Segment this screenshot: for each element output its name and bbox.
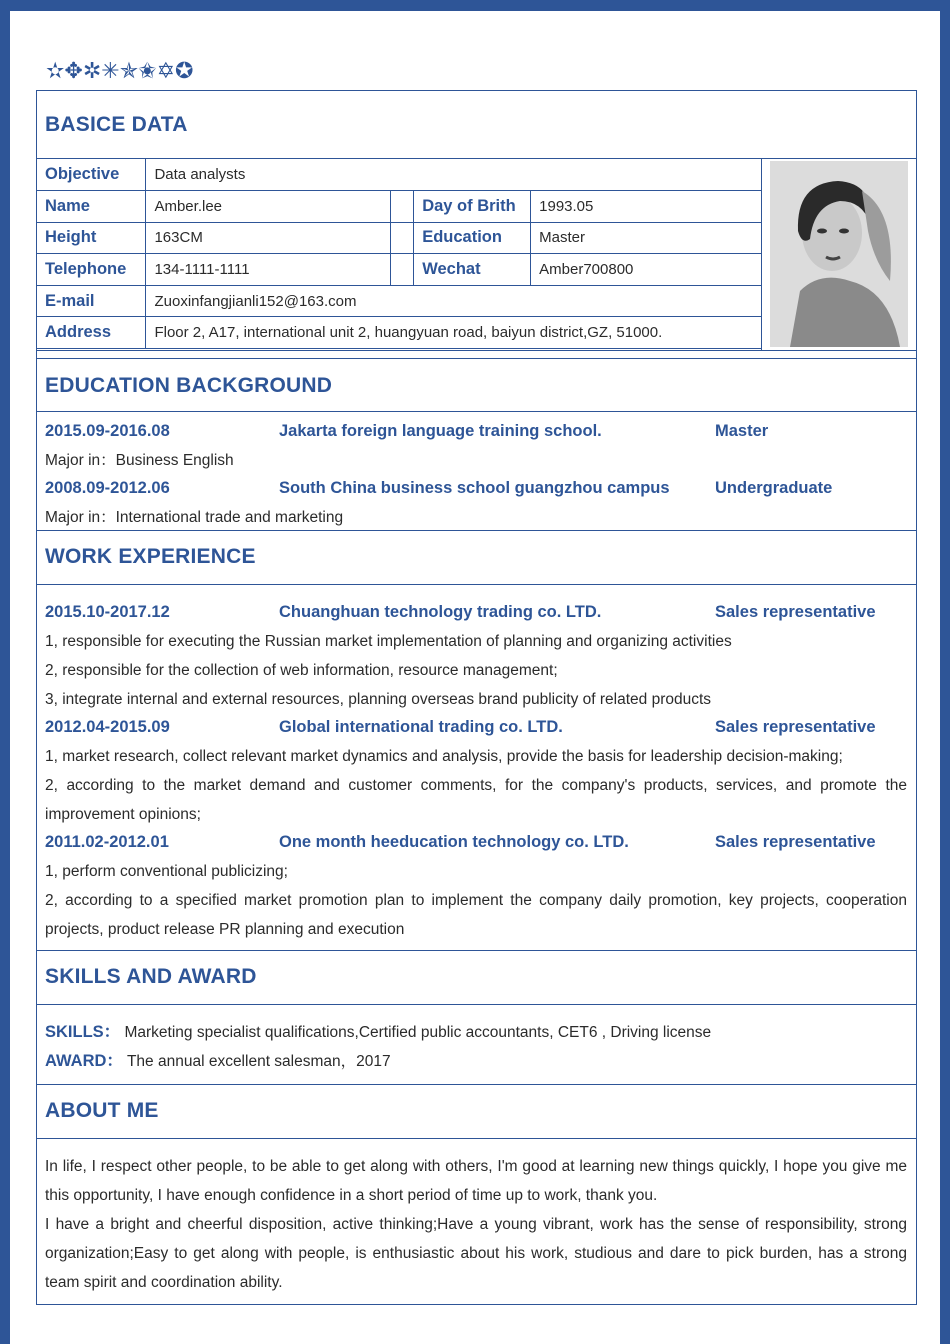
work-period: 2011.02-2012.01 [45, 833, 169, 851]
education-school: South China business school guangzhou campus [279, 479, 670, 497]
award-value: The annual excellent salesman，2017 [126, 1053, 391, 1070]
about-paragraph: In life, I respect other people, to be able to get along with others, I'm good at learning new things quickly, I hope you give me this opportunity, I have enough confidence in a short period of time up to work, thank you. [45, 1158, 907, 1204]
work-period: 2012.04-2015.09 [45, 718, 170, 736]
wechat-label: Wechat [414, 254, 531, 286]
email-label: E-mail [37, 285, 146, 317]
name-value: Amber.lee [146, 191, 391, 223]
education-period: 2008.09-2012.06 [45, 479, 170, 497]
email-value: Zuoxinfangjianli152@163.com [146, 285, 762, 317]
wechat-value: Amber700800 [531, 254, 762, 286]
work-duty: 2, according to the market demand and customer comments, for the company's products, services, and promote the improvement opinions; [45, 777, 907, 823]
divider [37, 411, 916, 412]
spacer-cell [391, 254, 414, 286]
divider [37, 358, 916, 359]
work-entry [45, 828, 906, 857]
education-entry [45, 474, 906, 503]
basic-data-title: BASICE DATA [45, 113, 188, 136]
divider [37, 584, 916, 585]
height-value: 163CM [146, 222, 391, 254]
education-major: Major in：Business English [45, 452, 234, 469]
profile-photo [770, 161, 908, 347]
portrait-illustration [770, 161, 908, 347]
work-duty: 2, responsible for the collection of web information, resource management; [45, 662, 558, 679]
telephone-value: 134-1111-1111 [146, 254, 391, 286]
work-duty: 3, integrate internal and external resources, planning overseas brand publicity of related products [45, 691, 712, 708]
address-label: Address [37, 317, 146, 349]
work-company: One month heeducation technology co. LTD. [279, 833, 629, 851]
work-duty: 2, according to a specified market promotion plan to implement the company daily promotion, key projects, cooperation projects, product release PR planning and execution [45, 892, 907, 938]
work-role: Sales representative [715, 718, 876, 736]
spacer-cell [391, 222, 414, 254]
work-role: Sales representative [715, 603, 876, 621]
objective-label: Objective [37, 159, 146, 191]
name-label: Name [37, 191, 146, 223]
decorative-stars: ✫✥✲✳✯✬✡✪ [46, 59, 194, 84]
divider [37, 950, 916, 951]
about-paragraph: I have a bright and cheerful disposition, active thinking;Have a young vibrant, work has the sense of responsibility, strong organization;Easy to get along with people, is enthusiastic about his work, studious and dare to pick burden, has a strong team spirit and coordination ability. [45, 1216, 907, 1291]
work-duty: 1, market research, collect relevant market dynamics and analysis, provide the basis for leadership decision-making; [45, 748, 843, 765]
divider [37, 1138, 916, 1139]
divider [37, 1004, 916, 1005]
address-value: Floor 2, A17, international unit 2, huangyuan road, baiyun district,GZ, 51000. [146, 317, 762, 349]
skills-label: SKILLS： [45, 1023, 121, 1041]
education-school: Jakarta foreign language training school. [279, 422, 602, 440]
birth-value: 1993.05 [531, 191, 762, 223]
award-line [45, 1047, 907, 1076]
skills-value: Marketing specialist qualifications,Certified public accountants, CET6 , Driving license [124, 1024, 712, 1041]
education-title: EDUCATION BACKGROUND [45, 374, 333, 397]
telephone-label: Telephone [37, 254, 146, 286]
education-value: Master [531, 222, 762, 254]
work-period: 2015.10-2017.12 [45, 603, 170, 621]
divider [37, 530, 916, 531]
skills-title: SKILLS AND AWARD [45, 965, 257, 988]
height-label: Height [37, 222, 146, 254]
work-company: Chuanghuan technology trading co. LTD. [279, 603, 602, 621]
about-title: ABOUT ME [45, 1099, 159, 1122]
work-duty: 1, perform conventional publicizing; [45, 863, 288, 880]
work-entry [45, 713, 906, 742]
basic-data-table [37, 159, 762, 349]
education-degree: Master [715, 422, 769, 440]
award-label: AWARD： [45, 1052, 123, 1070]
birth-label: Day of Brith [414, 191, 531, 223]
work-duty: 1, responsible for executing the Russian market implementation of planning and organizing activities [45, 633, 732, 650]
spacer-cell [391, 191, 414, 223]
education-entry [45, 417, 906, 446]
objective-value: Data analysts [146, 159, 762, 191]
divider [761, 159, 762, 350]
work-entry [45, 598, 906, 627]
divider [37, 350, 916, 351]
education-period: 2015.09-2016.08 [45, 422, 170, 440]
divider [37, 1084, 916, 1085]
education-label: Education [414, 222, 531, 254]
education-major: Major in：International trade and marketing [45, 509, 344, 526]
work-title: WORK EXPERIENCE [45, 545, 256, 568]
work-company: Global international trading co. LTD. [279, 718, 563, 736]
resume-sheet [36, 90, 917, 1305]
skills-line [45, 1018, 907, 1047]
work-role: Sales representative [715, 833, 876, 851]
education-degree: Undergraduate [715, 479, 833, 497]
